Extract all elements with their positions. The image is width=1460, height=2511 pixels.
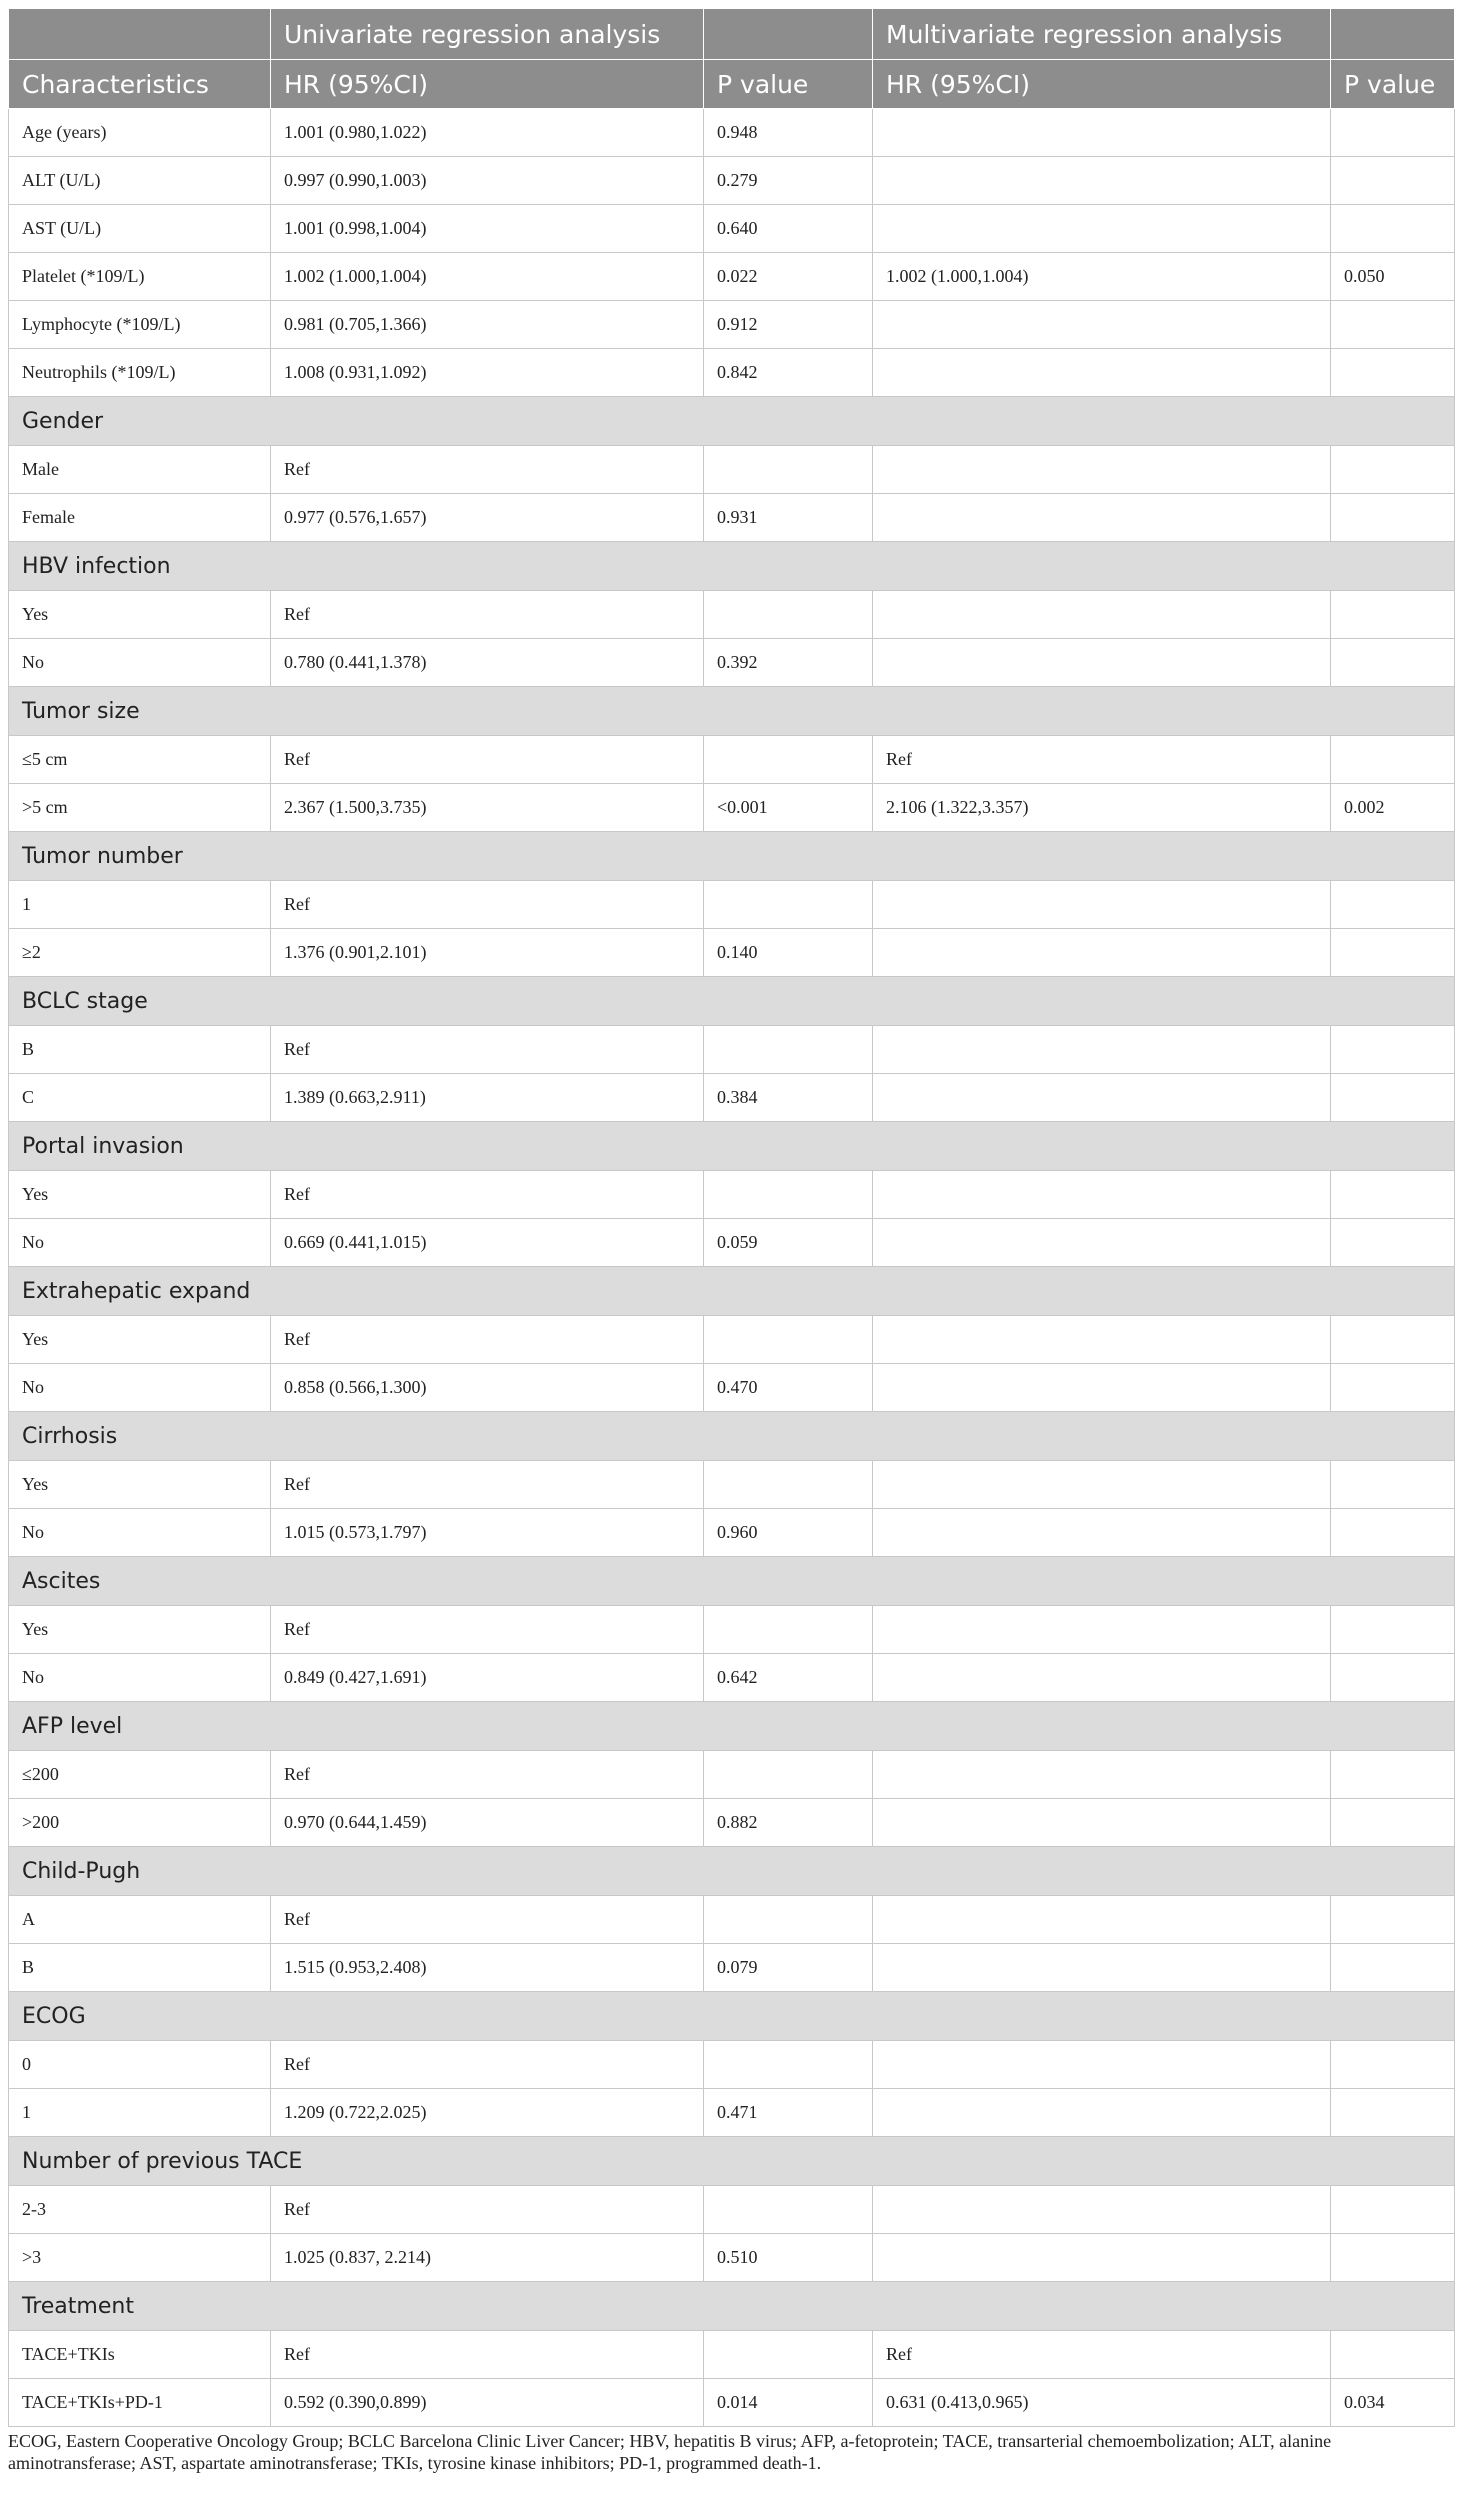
multivariate-p-cell <box>1331 1364 1455 1412</box>
row-label: ≤5 cm <box>9 736 271 784</box>
univariate-p-cell: 0.882 <box>704 1799 873 1847</box>
table-row <box>9 157 1455 205</box>
header-univariate: Univariate regression analysis <box>271 9 704 60</box>
univariate-p-cell: 0.470 <box>704 1364 873 1412</box>
multivariate-p-cell <box>1331 446 1455 494</box>
header-row-columns <box>9 60 1455 109</box>
row-label: Male <box>9 446 271 494</box>
table-row <box>9 1026 1455 1074</box>
univariate-p-cell: 0.960 <box>704 1509 873 1557</box>
table-row <box>9 253 1455 301</box>
univariate-hr-cell: 1.025 (0.837, 2.214) <box>271 2234 704 2282</box>
univariate-p-cell <box>704 446 873 494</box>
table-row <box>9 494 1455 542</box>
row-label: AST (U/L) <box>9 205 271 253</box>
univariate-p-cell <box>704 2186 873 2234</box>
multivariate-hr-cell <box>873 639 1331 687</box>
multivariate-hr-cell <box>873 109 1331 157</box>
row-label: >200 <box>9 1799 271 1847</box>
multivariate-p-cell <box>1331 349 1455 397</box>
category-label: Gender <box>9 397 1455 446</box>
univariate-p-cell: 0.392 <box>704 639 873 687</box>
multivariate-hr-cell <box>873 1799 1331 1847</box>
multivariate-p-cell <box>1331 1316 1455 1364</box>
row-label: Yes <box>9 1316 271 1364</box>
row-label: ≥2 <box>9 929 271 977</box>
univariate-p-cell: 0.842 <box>704 349 873 397</box>
regression-table <box>8 8 1455 2427</box>
table-row <box>9 639 1455 687</box>
univariate-p-cell: 0.931 <box>704 494 873 542</box>
multivariate-hr-cell <box>873 929 1331 977</box>
row-label: 0 <box>9 2041 271 2089</box>
multivariate-p-cell <box>1331 1896 1455 1944</box>
multivariate-hr-cell <box>873 1944 1331 1992</box>
row-label: ALT (U/L) <box>9 157 271 205</box>
univariate-p-cell: 0.642 <box>704 1654 873 1702</box>
univariate-hr-cell: 1.389 (0.663,2.911) <box>271 1074 704 1122</box>
univariate-p-cell: 0.140 <box>704 929 873 977</box>
univariate-p-cell: 0.510 <box>704 2234 873 2282</box>
multivariate-hr-cell <box>873 301 1331 349</box>
univariate-hr-cell: 0.669 (0.441,1.015) <box>271 1219 704 1267</box>
row-label: A <box>9 1896 271 1944</box>
multivariate-hr-cell <box>873 2089 1331 2137</box>
table-row <box>9 1171 1455 1219</box>
multivariate-hr-cell <box>873 494 1331 542</box>
univariate-hr-cell: 0.997 (0.990,1.003) <box>271 157 704 205</box>
univariate-hr-cell: 0.592 (0.390,0.899) <box>271 2379 704 2427</box>
univariate-hr-cell: 1.209 (0.722,2.025) <box>271 2089 704 2137</box>
univariate-hr-cell: 1.515 (0.953,2.408) <box>271 1944 704 1992</box>
category-label: Tumor number <box>9 832 1455 881</box>
row-label: Yes <box>9 1461 271 1509</box>
table-row <box>9 784 1455 832</box>
header-multi-hr: HR (95%CI) <box>873 60 1331 109</box>
table-row <box>9 1654 1455 1702</box>
multivariate-hr-cell <box>873 2234 1331 2282</box>
category-row <box>9 1992 1455 2041</box>
category-row <box>9 832 1455 881</box>
multivariate-p-cell <box>1331 1799 1455 1847</box>
table-row <box>9 2331 1455 2379</box>
header-multivariate: Multivariate regression analysis <box>873 9 1331 60</box>
multivariate-hr-cell <box>873 1606 1331 1654</box>
univariate-p-cell: 0.471 <box>704 2089 873 2137</box>
univariate-hr-cell: 1.001 (0.998,1.004) <box>271 205 704 253</box>
table-row <box>9 1219 1455 1267</box>
multivariate-p-cell <box>1331 736 1455 784</box>
univariate-p-cell: 0.014 <box>704 2379 873 2427</box>
row-label: No <box>9 1509 271 1557</box>
multivariate-hr-cell <box>873 1461 1331 1509</box>
multivariate-p-cell <box>1331 109 1455 157</box>
multivariate-p-cell <box>1331 1074 1455 1122</box>
category-row <box>9 1847 1455 1896</box>
row-label: Yes <box>9 591 271 639</box>
multivariate-p-cell <box>1331 1171 1455 1219</box>
univariate-p-cell <box>704 1606 873 1654</box>
univariate-p-cell: 0.022 <box>704 253 873 301</box>
multivariate-p-cell: 0.002 <box>1331 784 1455 832</box>
header-multi-p: P value <box>1331 60 1455 109</box>
table-row <box>9 446 1455 494</box>
table-header <box>9 9 1455 109</box>
table-row <box>9 1364 1455 1412</box>
univariate-p-cell: 0.059 <box>704 1219 873 1267</box>
multivariate-hr-cell <box>873 1364 1331 1412</box>
category-row <box>9 1702 1455 1751</box>
row-label: Age (years) <box>9 109 271 157</box>
category-label: Child-Pugh <box>9 1847 1455 1896</box>
row-label: ≤200 <box>9 1751 271 1799</box>
multivariate-p-cell <box>1331 1751 1455 1799</box>
multivariate-p-cell <box>1331 157 1455 205</box>
multivariate-p-cell <box>1331 1944 1455 1992</box>
multivariate-hr-cell: 1.002 (1.000,1.004) <box>873 253 1331 301</box>
univariate-p-cell <box>704 1751 873 1799</box>
multivariate-p-cell <box>1331 639 1455 687</box>
table-row <box>9 109 1455 157</box>
univariate-hr-cell: Ref <box>271 2331 704 2379</box>
category-row <box>9 1122 1455 1171</box>
table-row <box>9 1509 1455 1557</box>
univariate-p-cell <box>704 881 873 929</box>
univariate-hr-cell: Ref <box>271 1606 704 1654</box>
univariate-p-cell <box>704 1316 873 1364</box>
category-label: AFP level <box>9 1702 1455 1751</box>
multivariate-hr-cell <box>873 1509 1331 1557</box>
table-row <box>9 1896 1455 1944</box>
univariate-hr-cell: 0.970 (0.644,1.459) <box>271 1799 704 1847</box>
multivariate-p-cell <box>1331 1606 1455 1654</box>
multivariate-p-cell <box>1331 1461 1455 1509</box>
table-row <box>9 591 1455 639</box>
multivariate-p-cell: 0.034 <box>1331 2379 1455 2427</box>
univariate-hr-cell: Ref <box>271 591 704 639</box>
univariate-hr-cell: 0.977 (0.576,1.657) <box>271 494 704 542</box>
multivariate-hr-cell <box>873 205 1331 253</box>
univariate-hr-cell: Ref <box>271 2186 704 2234</box>
category-label: Cirrhosis <box>9 1412 1455 1461</box>
table-row <box>9 929 1455 977</box>
row-label: C <box>9 1074 271 1122</box>
univariate-p-cell <box>704 736 873 784</box>
univariate-hr-cell: Ref <box>271 736 704 784</box>
header-characteristics: Characteristics <box>9 60 271 109</box>
category-label: Tumor size <box>9 687 1455 736</box>
univariate-p-cell: 0.279 <box>704 157 873 205</box>
table-row <box>9 736 1455 784</box>
univariate-hr-cell: 2.367 (1.500,3.735) <box>271 784 704 832</box>
category-row <box>9 1412 1455 1461</box>
univariate-hr-cell: Ref <box>271 881 704 929</box>
univariate-p-cell: 0.912 <box>704 301 873 349</box>
category-label: Number of previous TACE <box>9 2137 1455 2186</box>
multivariate-p-cell <box>1331 301 1455 349</box>
multivariate-hr-cell: 2.106 (1.322,3.357) <box>873 784 1331 832</box>
header-empty-cell <box>704 9 873 60</box>
table-row <box>9 205 1455 253</box>
multivariate-hr-cell: Ref <box>873 2331 1331 2379</box>
univariate-p-cell <box>704 591 873 639</box>
table-row <box>9 1316 1455 1364</box>
univariate-hr-cell: Ref <box>271 446 704 494</box>
univariate-hr-cell: Ref <box>271 1171 704 1219</box>
multivariate-p-cell <box>1331 2186 1455 2234</box>
row-label: No <box>9 1654 271 1702</box>
multivariate-hr-cell <box>873 591 1331 639</box>
row-label: 1 <box>9 881 271 929</box>
row-label: Neutrophils (*109/L) <box>9 349 271 397</box>
multivariate-hr-cell: Ref <box>873 736 1331 784</box>
category-row <box>9 2137 1455 2186</box>
table-row <box>9 881 1455 929</box>
multivariate-p-cell <box>1331 2041 1455 2089</box>
univariate-hr-cell: 1.008 (0.931,1.092) <box>271 349 704 397</box>
univariate-hr-cell: 0.858 (0.566,1.300) <box>271 1364 704 1412</box>
multivariate-hr-cell: 0.631 (0.413,0.965) <box>873 2379 1331 2427</box>
multivariate-hr-cell <box>873 446 1331 494</box>
header-empty-cell <box>9 9 271 60</box>
multivariate-hr-cell <box>873 2186 1331 2234</box>
header-row-groups <box>9 9 1455 60</box>
univariate-p-cell: <0.001 <box>704 784 873 832</box>
category-label: Treatment <box>9 2282 1455 2331</box>
univariate-hr-cell: Ref <box>271 1751 704 1799</box>
multivariate-hr-cell <box>873 349 1331 397</box>
row-label: TACE+TKIs <box>9 2331 271 2379</box>
row-label: TACE+TKIs+PD-1 <box>9 2379 271 2427</box>
row-label: Yes <box>9 1606 271 1654</box>
multivariate-p-cell <box>1331 2089 1455 2137</box>
table-row <box>9 2186 1455 2234</box>
multivariate-p-cell: 0.050 <box>1331 253 1455 301</box>
category-label: Ascites <box>9 1557 1455 1606</box>
category-label: Portal invasion <box>9 1122 1455 1171</box>
table-footnote: ECOG, Eastern Cooperative Oncology Group; BCLC Barcelona Clinic Liver Cancer; HBV, hepatitis B virus; AFP, a-fetoprotein; TACE, transarterial chemoembolization; ALT, alanine aminotransferase; AST, aspartate aminotransferase; TKIs, tyrosine kinase inhibitors; PD-1, programmed death-1. <box>8 2431 1332 2473</box>
multivariate-hr-cell <box>873 1171 1331 1219</box>
category-row <box>9 397 1455 446</box>
multivariate-p-cell <box>1331 1654 1455 1702</box>
category-label: Extrahepatic expand <box>9 1267 1455 1316</box>
multivariate-p-cell <box>1331 1219 1455 1267</box>
row-label: Yes <box>9 1171 271 1219</box>
row-label: >3 <box>9 2234 271 2282</box>
header-uni-hr: HR (95%CI) <box>271 60 704 109</box>
table-row <box>9 349 1455 397</box>
row-label: Platelet (*109/L) <box>9 253 271 301</box>
row-label: 2-3 <box>9 2186 271 2234</box>
row-label: B <box>9 1026 271 1074</box>
row-label: Female <box>9 494 271 542</box>
univariate-p-cell <box>704 2331 873 2379</box>
table-row <box>9 2041 1455 2089</box>
multivariate-hr-cell <box>873 1074 1331 1122</box>
table-row <box>9 2379 1455 2427</box>
row-label: 1 <box>9 2089 271 2137</box>
table-row <box>9 2234 1455 2282</box>
regression-table-document <box>8 8 1454 2474</box>
univariate-hr-cell: Ref <box>271 2041 704 2089</box>
table-row <box>9 1606 1455 1654</box>
univariate-hr-cell: 1.001 (0.980,1.022) <box>271 109 704 157</box>
multivariate-hr-cell <box>873 881 1331 929</box>
multivariate-hr-cell <box>873 157 1331 205</box>
category-row <box>9 1557 1455 1606</box>
category-row <box>9 2282 1455 2331</box>
univariate-p-cell <box>704 1461 873 1509</box>
category-row <box>9 1267 1455 1316</box>
table-row <box>9 1751 1455 1799</box>
multivariate-hr-cell <box>873 1654 1331 1702</box>
header-empty-cell <box>1331 9 1455 60</box>
row-label: B <box>9 1944 271 1992</box>
row-label: >5 cm <box>9 784 271 832</box>
univariate-hr-cell: 1.376 (0.901,2.101) <box>271 929 704 977</box>
multivariate-hr-cell <box>873 1026 1331 1074</box>
table-row <box>9 301 1455 349</box>
multivariate-p-cell <box>1331 881 1455 929</box>
univariate-p-cell <box>704 2041 873 2089</box>
univariate-hr-cell: 0.780 (0.441,1.378) <box>271 639 704 687</box>
univariate-hr-cell: 1.002 (1.000,1.004) <box>271 253 704 301</box>
multivariate-p-cell <box>1331 205 1455 253</box>
univariate-hr-cell: 0.849 (0.427,1.691) <box>271 1654 704 1702</box>
univariate-p-cell <box>704 1171 873 1219</box>
univariate-hr-cell: Ref <box>271 1026 704 1074</box>
multivariate-p-cell <box>1331 1509 1455 1557</box>
multivariate-hr-cell <box>873 1316 1331 1364</box>
univariate-p-cell <box>704 1026 873 1074</box>
univariate-p-cell: 0.079 <box>704 1944 873 1992</box>
row-label: No <box>9 1364 271 1412</box>
row-label: No <box>9 1219 271 1267</box>
category-label: ECOG <box>9 1992 1455 2041</box>
row-label: No <box>9 639 271 687</box>
univariate-p-cell: 0.384 <box>704 1074 873 1122</box>
univariate-p-cell: 0.948 <box>704 109 873 157</box>
category-label: BCLC stage <box>9 977 1455 1026</box>
multivariate-hr-cell <box>873 1219 1331 1267</box>
univariate-p-cell <box>704 1896 873 1944</box>
multivariate-p-cell <box>1331 494 1455 542</box>
univariate-p-cell: 0.640 <box>704 205 873 253</box>
category-row <box>9 542 1455 591</box>
category-row <box>9 687 1455 736</box>
univariate-hr-cell: Ref <box>271 1461 704 1509</box>
multivariate-p-cell <box>1331 2331 1455 2379</box>
multivariate-hr-cell <box>873 1896 1331 1944</box>
category-label: HBV infection <box>9 542 1455 591</box>
univariate-hr-cell: Ref <box>271 1316 704 1364</box>
table-body <box>9 109 1455 2427</box>
multivariate-p-cell <box>1331 929 1455 977</box>
univariate-hr-cell: Ref <box>271 1896 704 1944</box>
table-row <box>9 1944 1455 1992</box>
row-label: Lymphocyte (*109/L) <box>9 301 271 349</box>
univariate-hr-cell: 0.981 (0.705,1.366) <box>271 301 704 349</box>
table-row <box>9 1799 1455 1847</box>
univariate-hr-cell: 1.015 (0.573,1.797) <box>271 1509 704 1557</box>
multivariate-p-cell <box>1331 591 1455 639</box>
multivariate-p-cell <box>1331 1026 1455 1074</box>
header-uni-p: P value <box>704 60 873 109</box>
table-row <box>9 2089 1455 2137</box>
multivariate-hr-cell <box>873 1751 1331 1799</box>
multivariate-hr-cell <box>873 2041 1331 2089</box>
table-row <box>9 1461 1455 1509</box>
table-row <box>9 1074 1455 1122</box>
category-row <box>9 977 1455 1026</box>
multivariate-p-cell <box>1331 2234 1455 2282</box>
